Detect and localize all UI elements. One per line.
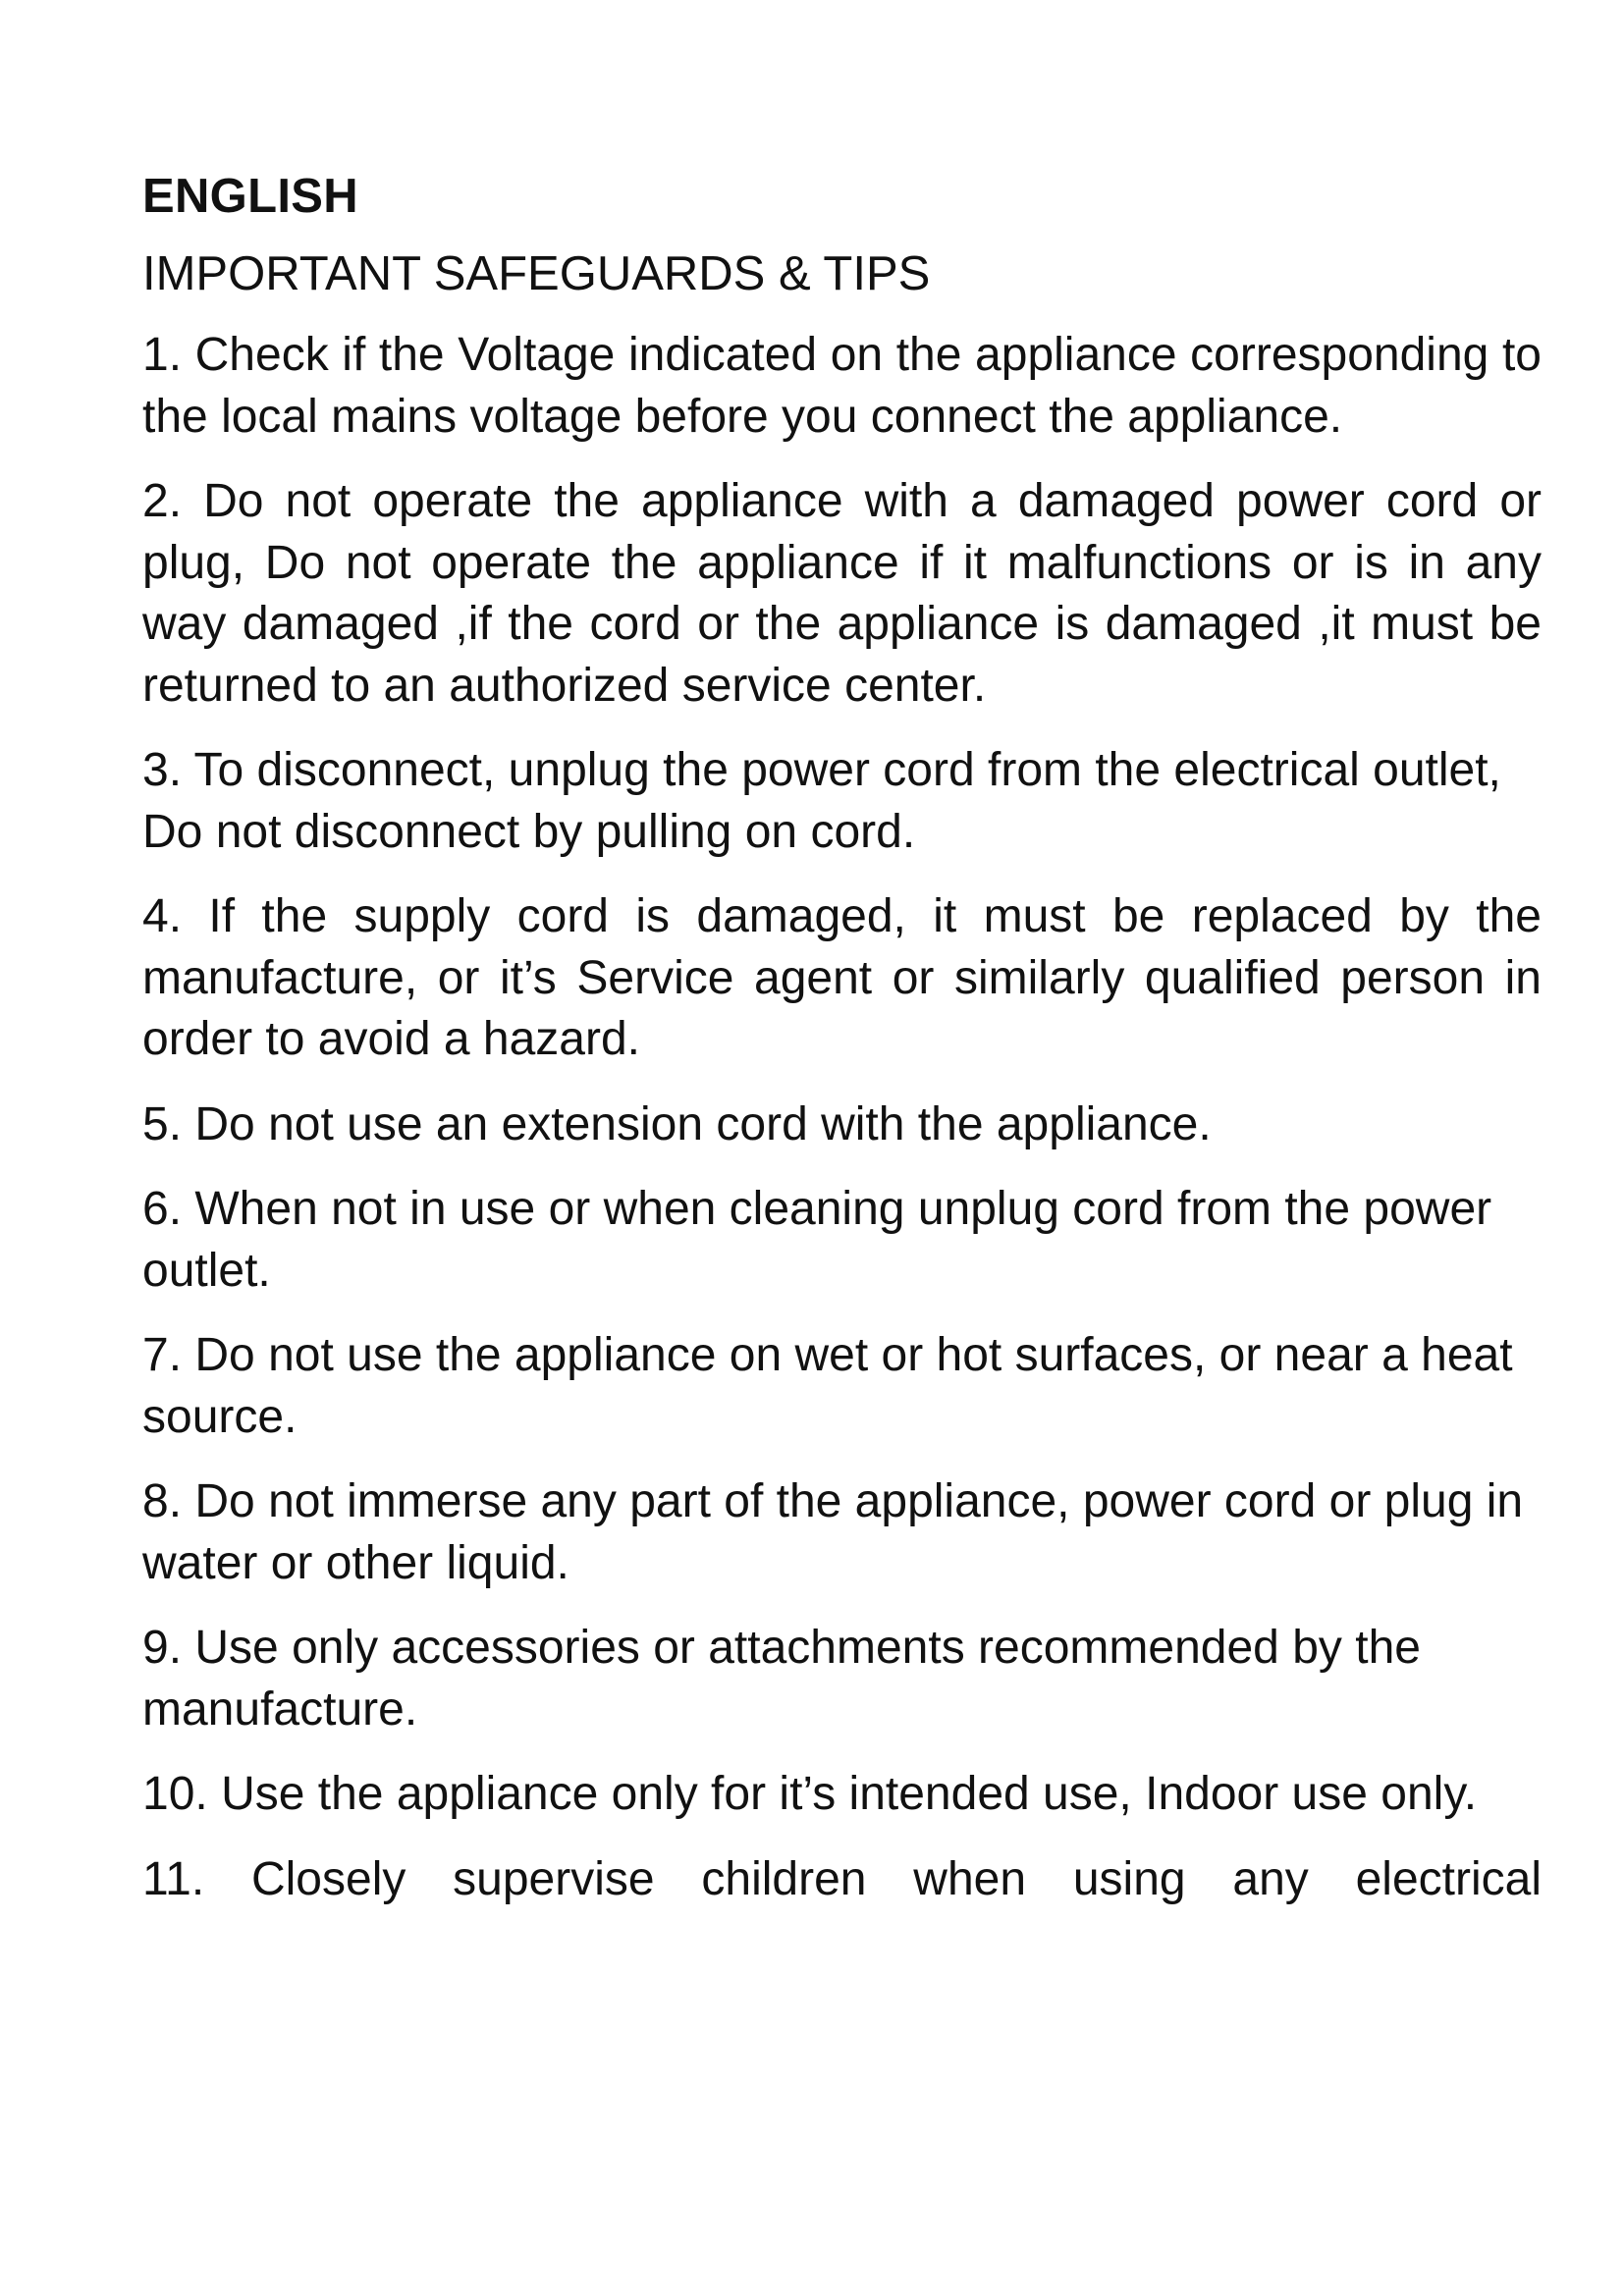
- list-item: 2. Do not operate the appliance with a damaged power cord or plug, Do not operate the appliance if it malfunctions or is in any way damaged ,if the cord or the appliance is damaged ,it must be returned to an authorized service center.: [142, 475, 1542, 712]
- list-item: 9. Use only accessories or attachments recommended by the manufacture.: [142, 1622, 1421, 1735]
- safeguards-list: [142, 325, 1542, 1910]
- section-title: IMPORTANT SAFEGUARDS & TIPS: [142, 247, 931, 300]
- list-item: 10. Use the appliance only for it’s intended use, Indoor use only.: [142, 1768, 1478, 1820]
- list-item: 8. Do not immerse any part of the appliance, power cord or plug in water or other liquid.: [142, 1475, 1524, 1589]
- list-item: 7. Do not use the appliance on wet or hot surfaces, or near a heat source.: [142, 1329, 1513, 1443]
- language-heading: ENGLISH: [142, 170, 358, 223]
- list-item: 6. When not in use or when cleaning unplug cord from the power outlet.: [142, 1183, 1492, 1297]
- document-body: [142, 169, 1542, 1934]
- list-item: 4. If the supply cord is damaged, it must be replaced by the manufacture, or it’s Service agent or similarly qualified person in order to avoid a hazard.: [142, 890, 1542, 1065]
- list-item: 11. Closely supervise children when using any electrical: [142, 1852, 1542, 1905]
- list-item: 1. Check if the Voltage indicated on the appliance corresponding to the local mains voltage before you connect the appliance.: [142, 329, 1542, 443]
- list-item: 3. To disconnect, unplug the power cord from the electrical outlet, Do not disconnect by pulling on cord.: [142, 744, 1501, 858]
- list-item: 5. Do not use an extension cord with the appliance.: [142, 1097, 1212, 1150]
